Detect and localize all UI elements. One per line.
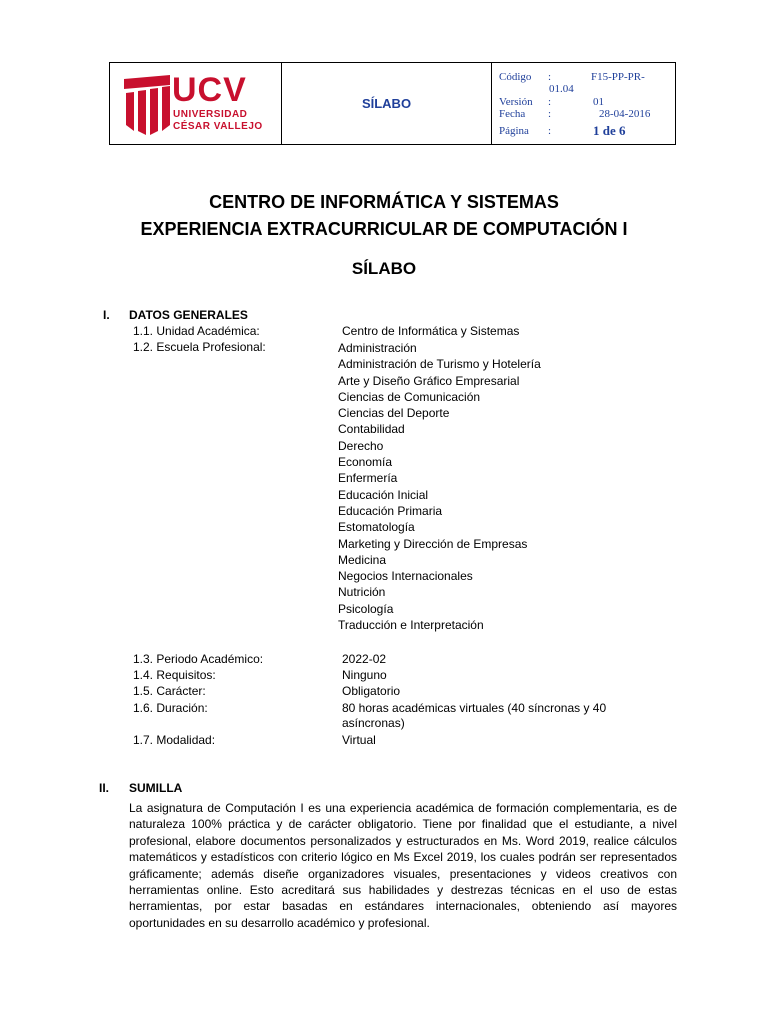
list-item: Ciencias de Comunicación xyxy=(338,389,481,404)
modalidad-label: 1.7. Modalidad: xyxy=(133,733,216,747)
list-item: Negocios Internacionales xyxy=(338,569,473,584)
codigo-value: F15-PP-PR- xyxy=(591,71,645,83)
periodo-label: 1.3. Periodo Académico: xyxy=(133,652,264,666)
escuela-list xyxy=(338,340,541,633)
codigo-value-cont: 01.04 xyxy=(549,83,574,95)
version-value: 01 xyxy=(593,96,604,108)
logo-text: UCV xyxy=(172,71,247,109)
duracion-value-cont: asíncronas) xyxy=(342,716,405,730)
document-type-title: SÍLABO xyxy=(351,259,417,278)
duracion-label: 1.6. Duración: xyxy=(133,701,208,715)
logo-subtext-2: CÉSAR VALLEJO xyxy=(173,121,263,132)
fecha-label: Fecha xyxy=(499,108,526,120)
list-item: Ciencias del Deporte xyxy=(338,406,450,421)
section-heading: SUMILLA xyxy=(129,781,183,795)
list-item: Economía xyxy=(338,455,393,470)
codigo-label: Código xyxy=(499,71,532,83)
requisitos-value: Ninguno xyxy=(342,668,387,682)
periodo-value: 2022-02 xyxy=(342,652,387,666)
section-number: I. xyxy=(103,308,110,322)
list-item: Nutrición xyxy=(338,585,386,600)
caracter-label: 1.5. Carácter: xyxy=(133,684,206,698)
list-item: Medicina xyxy=(338,552,387,567)
logo-subtext-1: UNIVERSIDAD xyxy=(173,109,248,120)
list-item: Traducción e Interpretación xyxy=(338,618,484,633)
unidad-value: Centro de Informática y Sistemas xyxy=(342,324,520,338)
list-item: Educación Inicial xyxy=(338,487,429,502)
requisitos-label: 1.4. Requisitos: xyxy=(133,668,216,682)
section-number: II. xyxy=(99,781,110,795)
fecha-separator: : xyxy=(548,108,552,120)
codigo-separator: : xyxy=(548,71,552,83)
list-item: Marketing y Dirección de Empresas xyxy=(338,536,528,551)
document-metadata xyxy=(492,63,675,144)
ucv-emblem-icon xyxy=(122,73,172,135)
fecha-value: 28-04-2016 xyxy=(599,108,651,120)
modalidad-value: Virtual xyxy=(342,733,376,747)
sumilla-paragraph: La asignatura de Computación I es una experiencia académica de formación complementaria, es de naturaleza 100% práctica y de carácter obligatorio. Tiene por finalidad que el estudiante, a nivel profesional, elabore documentos personalizados y estructurados en Ms. Word 2019, realice cálculos matemáticos y estadísticos con criterio lógico en Ms Excel 2019, los cuales podrán ser representados gráficamente; además diseñe organizadores visuales, presentaciones y videos creativos con herramientas online. Esto acreditará sus habilidades y destrezas técnicas en el uso de estas herramientas, por estar basadas en estándares internacionales, obteniendo así mayores oportunidades en su desarrollo académico y profesional. xyxy=(129,801,677,930)
version-separator: : xyxy=(548,96,552,108)
duracion-value: 80 horas académicas virtuales (40 síncronas y 40 xyxy=(342,701,607,715)
list-item: Derecho xyxy=(338,438,384,453)
pagina-value: 1 de 6 xyxy=(593,123,626,138)
page-subtitle: EXPERIENCIA EXTRACURRICULAR DE COMPUTACIÓN I xyxy=(140,219,628,239)
section-heading: DATOS GENERALES xyxy=(129,308,248,322)
list-item: Contabilidad xyxy=(338,422,405,437)
list-item: Arte y Diseño Gráfico Empresarial xyxy=(338,373,520,388)
list-item: Educación Primaria xyxy=(338,503,443,518)
list-item: Psicología xyxy=(338,601,394,616)
header-doc-title xyxy=(282,63,492,144)
pagina-label: Página xyxy=(499,125,529,137)
list-item: Administración xyxy=(338,341,417,355)
university-logo xyxy=(110,63,282,144)
page-title: CENTRO DE INFORMÁTICA Y SISTEMAS xyxy=(209,192,559,212)
list-item: Estomatología xyxy=(338,520,415,535)
version-label: Versión xyxy=(499,96,533,108)
document-header xyxy=(109,62,676,145)
list-item: Enfermería xyxy=(338,471,398,486)
pagina-separator: : xyxy=(548,125,552,137)
header-doc-title-text: SÍLABO xyxy=(361,96,412,111)
unidad-label: 1.1. Unidad Académica: xyxy=(133,324,260,338)
list-item: Administración de Turismo y Hotelería xyxy=(338,357,541,372)
caracter-value: Obligatorio xyxy=(342,684,401,698)
escuela-label: 1.2. Escuela Profesional: xyxy=(133,340,266,354)
